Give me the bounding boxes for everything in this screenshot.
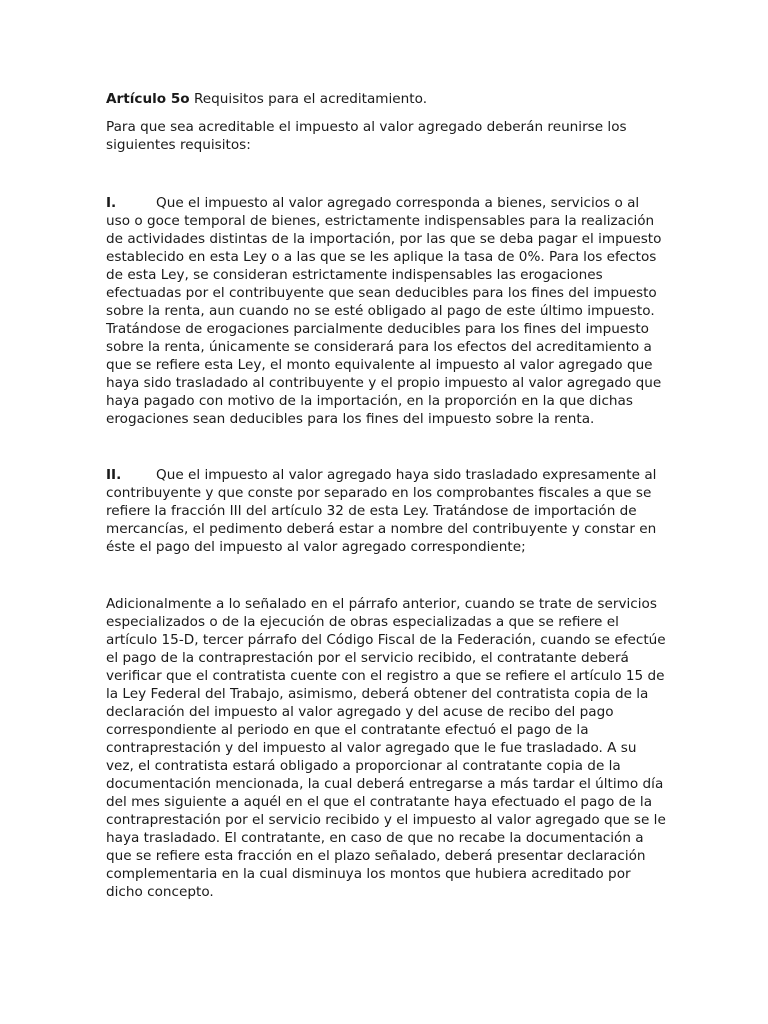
intro-paragraph: Para que sea acreditable el impuesto al valor agregado deberán reunirse los siguientes requisitos: — [106, 119, 627, 153]
fraction-i-text: Que el impuesto al valor agregado corresponda a bienes, servicios o al uso o goce temporal de bienes, estrictamente indispensables para la realización de actividades distintas de la importación, por las que se deba pagar el impuesto establecido en esta Ley o a las que se les aplique la tasa de 0%. Para los efectos de esta Ley, se consideran estrictamente indispensables las erogaciones efectuadas por el contribuyente que sean deducibles para los fines del impuesto sobre la renta, aun cuando no se esté obligado al pago de este último impuesto. Tratándose de erogaciones parcialmente deducibles para los fines del impuesto sobre la renta, únicamente se considerará para los efectos del acreditamiento a que se refiere esta Ley, el monto equivalente al impuesto al valor agregado que haya sido trasladado al contribuyente y el propio impuesto al valor agregado que haya pagado con motivo de la importación, en la proporción en la que dichas erogaciones sean deducibles para los fines del impuesto sobre la renta. — [106, 195, 662, 427]
fraction-ii-number: II. — [106, 467, 122, 483]
fraction-ii-text: Que el impuesto al valor agregado haya sido trasladado expresamente al contribuyente y que conste por separado en los comprobantes fiscales a que se refiere la fracción III del artículo 32 de esta Ley. Tratándose de importación de mercancías, el pedimento deberá estar a nombre del contribuyente y constar en éste el pago del impuesto al valor agregado correspondiente; — [106, 467, 657, 555]
document-page — [106, 90, 666, 901]
article-label: Artículo 5o — [106, 91, 190, 107]
article-title: Requisitos para el acreditamiento. — [189, 91, 428, 107]
article-heading — [106, 90, 666, 108]
fraction-i — [106, 194, 666, 428]
additional-paragraph: Adicionalmente a lo señalado en el párrafo anterior, cuando se trate de servicios especializados o de la ejecución de obras especializadas a que se refiere el artículo 15-D, tercer párrafo del Código Fiscal de la Federación, cuando se efectúe el pago de la contraprestación por el servicio recibido, el contratante deberá verificar que el contratista cuente con el registro a que se refiere el artículo 15 de la Ley Federal del Trabajo, asimismo, deberá obtener del contratista copia de la declaración del impuesto al valor agregado y del acuse de recibo del pago correspondiente al periodo en que el contratante efectuó el pago de la contraprestación y del impuesto al valor agregado que le fue trasladado. A su vez, el contratista estará obligado a proporcionar al contratante copia de la documentación mencionada, la cual deberá entregarse a más tardar el último día del mes siguiente a aquél en el que el contratante haya efectuado el pago de la contraprestación por el servicio recibido y el impuesto al valor agregado que se le haya trasladado. El contratante, en caso de que no recabe la documentación a que se refiere esta fracción en el plazo señalado, deberá presentar declaración complementaria en la cual disminuya los montos que hubiera acreditado por dicho concepto. — [106, 596, 666, 900]
fraction-ii — [106, 466, 666, 556]
fraction-i-number: I. — [106, 195, 117, 211]
